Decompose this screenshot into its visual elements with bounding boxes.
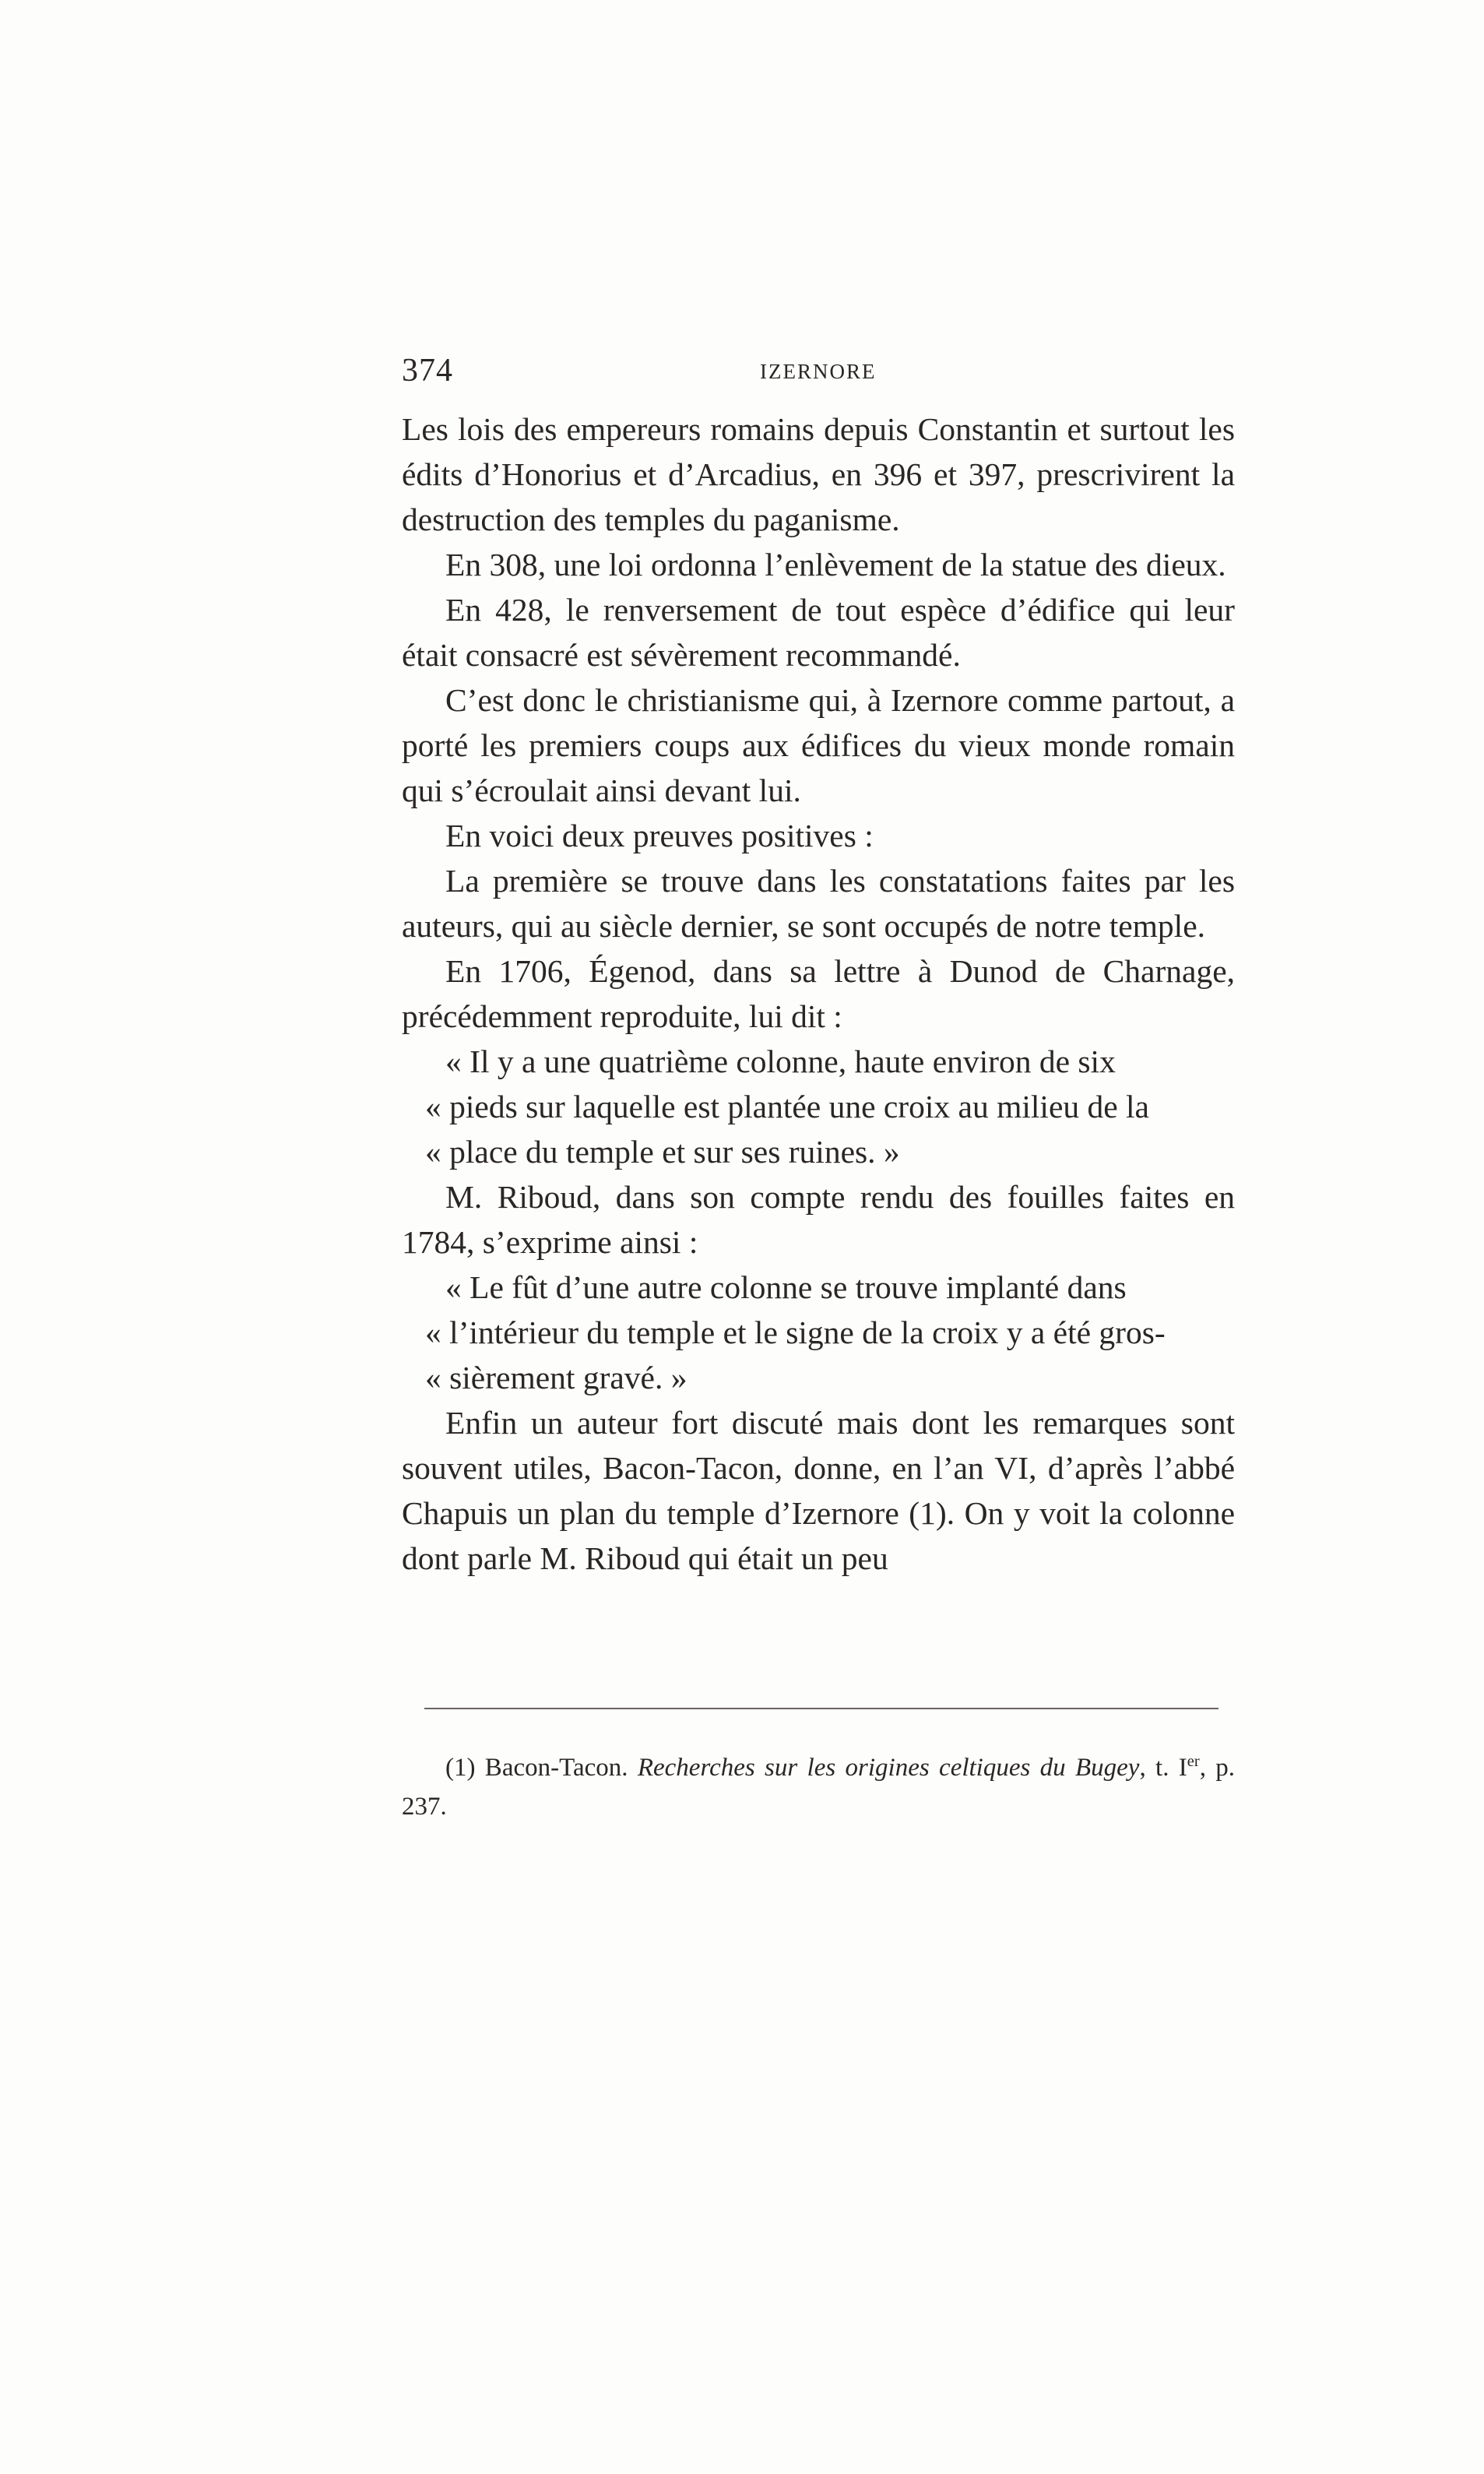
footnote-page: , p. 237. — [402, 1754, 1236, 1821]
paragraph: En voici deux preuves positives : — [445, 818, 874, 853]
paragraph: En 1706, Égenod, dans sa lettre à Dunod de Charnage, précédemment reproduite, lui dit : — [402, 953, 1235, 1034]
footnote-volume: , t. I — [1139, 1754, 1187, 1782]
footnote-title: Recherches sur les origines celtiques du Bugey — [637, 1754, 1140, 1782]
paragraph: Les lois des empereurs romains depuis Constantin et surtout les édits d’Honorius et d’Arcadius, en 396 et 397, prescrivirent la destruction des temples du paganisme. — [402, 411, 1235, 537]
paragraph: La première se trouve dans les constatations faites par les auteurs, qui au siècle dernier, se sont occupés de notre temple. — [402, 863, 1235, 944]
footnote — [402, 1748, 1235, 1826]
quote-line: « place du temple et sur ses ruines. » — [425, 1134, 900, 1170]
quote-line: « sièrement gravé. » — [425, 1360, 687, 1395]
running-title: IZERNORE — [760, 360, 877, 383]
paragraph: En 308, une loi ordonna l’enlèvement de la statue des dieux. — [445, 547, 1226, 582]
paragraph: Enfin un auteur fort discuté mais dont les remarques sont souvent utiles, Bacon-Tacon, donne, en l’an VI, d’après l’abbé Chapuis un plan du temple d’Izernore (1). On y voit la colonne dont parle M. Riboud qui était un peu — [402, 1405, 1235, 1576]
quote-line: « pieds sur laquelle est plantée une croix au milieu de la — [425, 1089, 1149, 1124]
footnote-marker: (1) Bacon-Tacon. — [445, 1754, 628, 1782]
page-header — [402, 352, 1235, 399]
footnote-divider — [424, 1708, 1218, 1709]
main-text — [402, 406, 1235, 1581]
quote-line: « Il y a une quatrième colonne, haute environ de six — [445, 1043, 1116, 1079]
quote-line: « l’intérieur du temple et le signe de la croix y a été gros- — [425, 1314, 1166, 1350]
footnote-superscript: er — [1187, 1753, 1200, 1770]
paragraph: M. Riboud, dans son compte rendu des fouilles faites en 1784, s’exprime ainsi : — [402, 1179, 1235, 1260]
paragraph: En 428, le renversement de tout espèce d’édifice qui leur était consacré est sévèrement recommandé. — [402, 592, 1235, 673]
quote-line: « Le fût d’une autre colonne se trouve implanté dans — [445, 1269, 1127, 1305]
paragraph: C’est donc le christianisme qui, à Izernore comme partout, a porté les premiers coups aux édifices du vieux monde romain qui s’écroulait ainsi devant lui. — [402, 682, 1235, 808]
page-number: 374 — [402, 353, 453, 389]
